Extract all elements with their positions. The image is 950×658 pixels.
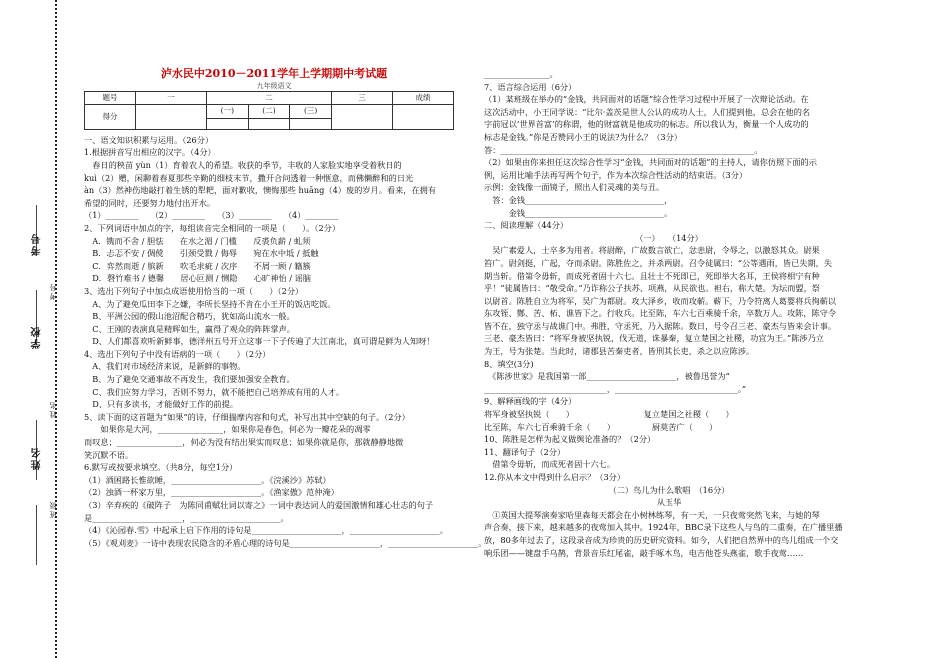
score-cell[interactable] xyxy=(290,118,332,129)
binding-line xyxy=(55,0,59,658)
left-line: 6.默写或按要求填空。（共8分，每空1分） xyxy=(84,462,238,473)
right-line: 笞广。尉剑挺，广起，夺而杀尉。陈胜佐之，并杀两尉。召令徒属曰：“公等遇雨，皆已失期，失 xyxy=(484,257,833,268)
left-line: A、为了避免瓜田李下之嫌，李所长坚持不肯在小王开的饭店吃饭。 xyxy=(84,298,336,309)
score-header-cell: 二 xyxy=(207,91,332,105)
side-label-2: 学校 xyxy=(32,325,43,349)
left-line: B、为了避免交通事故不再发生，我们要加强安全教育。 xyxy=(84,374,295,385)
left-line: 3、选出下列句子中加点成语使用恰当的一项（ ）（2分） xyxy=(84,285,304,296)
left-line: （5）《观刈麦》一诗中表现农民隐含的矛盾心理的诗句是______________________，______________________。 xyxy=(84,537,487,548)
side-label-kaohao-small: 考号 xyxy=(49,282,57,300)
right-line: 金钱__________________________________。 xyxy=(484,207,673,218)
score-sub-cell: (二) xyxy=(248,105,290,119)
right-line: 8、填空(3分) xyxy=(484,358,534,369)
right-line: 字前冠以‘世界首富’的称谓，他的财富就是他成功的标志。所以我认为，衡量一个人成功的 xyxy=(484,119,809,130)
right-line: 这次活动中，小王同学说：“比尔·盖茨是世人公认的成功人士，人们提到他，总会在他的名 xyxy=(484,106,811,117)
right-line: 答：金钱__________________________________， xyxy=(484,194,673,205)
score-cell[interactable] xyxy=(136,105,207,130)
left-line: àn（3）然神伤地敲打着生锈的犁耙，面对歉收，懊悔那些 huāng（4）废的岁月。看来，在拥有 xyxy=(84,185,437,196)
right-line: 为王，号为张楚。当此时，诸郡县苦秦吏者，皆刑其长吏，杀之以应陈涉。 xyxy=(484,346,755,357)
right-line: 响乐团——键盘手乌鹊，背景音乐红尾雀，敲手啄木鸟，电吉他苍头燕雀，歌手夜莺…… xyxy=(484,547,804,558)
left-line: （1）________ （2）________ （3）________ （4）________ xyxy=(84,210,339,221)
left-line: A、我们对市场经济来说，是新鲜的事物。 xyxy=(84,361,246,372)
score-table xyxy=(84,91,454,130)
left-line: D、人们都喜欢听新鲜事，德洋州五号开立这事一下子传遍了大江南北，真可谓是鲜为人知呀！ xyxy=(84,336,435,347)
right-line: 将军身被坚执锐（ ） 复立楚国之社稷（ ） xyxy=(484,409,734,420)
score-label-cell: 得分 xyxy=(85,105,136,130)
side-label-name-small: 姓名 xyxy=(49,400,57,418)
left-line: C、王刚的表演真是精辉如生，赢得了观众的阵阵掌声。 xyxy=(84,323,295,334)
left-line: 2、下列词语中加点的字，每组读音完全相同的一项是（ ）。（2分） xyxy=(84,222,341,233)
right-line: 三老、豪杰皆曰：“将军身被坚执锐，伐无道，诛暴秦，复立楚国之社稷，功宜为王。”陈涉乃立 xyxy=(484,333,824,344)
right-line: 比至陈，车六七百乘骑千余（ ） 厨莫苦广（ ） xyxy=(484,421,718,432)
left-line: （1）酒困路长惟欲睡，______________________。《浣溪沙》苏轼） xyxy=(84,474,331,485)
score-cell[interactable] xyxy=(207,118,249,129)
right-line: 以尉首。陈胜自立为将军，吴广为都尉。攻大泽乡，收而攻蕲。蕲下，乃令符离人葛婴将兵徇蕲以 xyxy=(484,295,837,306)
right-line: 《陈涉世家》是我国第一部______________________，被鲁迅誉为“ xyxy=(484,371,730,382)
right-line: （1）某班级在举办的“金钱，共同面对的话题”综合性学习过程中开展了一次辩论活动。在 xyxy=(484,94,809,105)
right-line: ________________。 xyxy=(484,69,558,79)
right-line: 9、解释画线的字（4分） xyxy=(484,396,577,407)
right-line: 二、阅读理解（44分） xyxy=(484,220,569,231)
right-line: （一） （14分） xyxy=(635,232,703,243)
left-line: （3）辛弃疾的《破阵子 为陈同甫赋壮词以寄之》一词中表达词人的爱国激情和雄心壮志的句子 xyxy=(84,500,434,510)
left-line: D、只有多读书，才能做好工作的前提。 xyxy=(84,399,238,410)
field-line-4 xyxy=(36,505,37,565)
left-line: 是______________________，______________________。 xyxy=(84,512,289,523)
left-line: A．镌而不舍 / 胆怯 在水之湄 / 门槛 反裘负薪 / 虬须 xyxy=(84,235,311,246)
side-label-class-small: 班级 xyxy=(49,500,57,518)
left-line: B．忐忑不安 / 倜傥 引颈受戮 / 侮辱 宛在水中坻 / 抵触 xyxy=(84,248,319,259)
right-line: 例，运用比喻手法再写两个句子，作为本次综合性活动的结束语。（3分） xyxy=(484,169,748,180)
right-line: 从玉华 xyxy=(656,497,682,508)
score-cell[interactable] xyxy=(393,105,454,130)
left-column xyxy=(84,0,487,549)
right-line: ______________________________，______________________________。” xyxy=(484,383,747,394)
left-line: 笑沉默不语。 xyxy=(84,449,134,460)
right-column xyxy=(484,68,854,559)
score-cell[interactable] xyxy=(332,105,393,130)
left-line: D．磬竹难书 / 德馨 居心叵测 / 恻隐 心旷神怡 / 谣脑 xyxy=(84,273,311,284)
right-line: 12.你从本文中得到什么启示？（3分） xyxy=(484,472,626,482)
left-line: C．弈然而逝 / 膑新 吹毛求疵 / 次序 不屑一顾 / 籍簇 xyxy=(84,260,311,271)
score-sub-cell: (一) xyxy=(207,105,249,119)
left-line: 4、选出下列句子中没有语病的一项（ ）（2分） xyxy=(84,348,271,359)
right-line: 皆不在，独守丞与战谯门中。弗胜，守丞死，乃入据陈。数日，号令召三老、豪杰与皆来会计事。 xyxy=(484,320,837,331)
right-line: 吴广素爱人，士卒多为用者。将尉醉，广故数言欲亡，忿恚尉，令辱之，以激怒其众。尉果 xyxy=(484,245,820,256)
score-cell[interactable] xyxy=(248,118,290,129)
right-line: ①英国大提琴演奏家哈里森每天都会在小树林练琴，有一天，一只夜莺突然飞来，与她的琴 xyxy=(484,509,820,520)
right-line: 乎！”徒属皆曰：“敬受命。”乃诈称公子扶苏、项燕，从民欲也。袒右，称大楚。为坛而盟，祭 xyxy=(484,283,820,294)
score-header-cell: 一 xyxy=(136,91,207,105)
right-line: 期当斩。借第令毋斩，而成死者固十六七。且壮士不死即已，死即举大名耳，王侯将相宁有种 xyxy=(484,270,820,281)
side-label-3: 姓名 xyxy=(32,446,43,470)
right-line: 示例：金钱像一面镜子，照出人们灵魂的美与丑。 xyxy=(484,182,665,193)
left-line: C、我们应努力学习，否则不努力，就不能把自己培养成有用的人才。 xyxy=(84,386,345,397)
score-header-cell: 题号 xyxy=(85,91,136,105)
left-line: 而叹息；________________，何必为没有结出果实而叹息；如果你就是你，那就静静地微 xyxy=(84,437,404,448)
left-line: （2）浊酒一杯家万里，______________________。《渔家傲》范仲淹） xyxy=(84,487,339,498)
left-line: 春日的秧苗 yùn（1）育着农人的希望。收获的季节，丰收的人家脸实地享受着秋日的 xyxy=(84,159,402,170)
right-line: 11、翻译句子（2分） xyxy=(484,446,566,457)
right-line: 声合奏，接下来，越来越多的夜莺加入其中。1924年，BBC录下这些人与鸟的二重奏，在广播里播 xyxy=(484,522,843,533)
right-line: （2）如果由你来担任这次综合性学习“金钱，共同面对的话题”的主持人，请你仿照下面的示 xyxy=(484,157,817,168)
left-line: 希望的同时，还要努力地付出开水。 xyxy=(84,197,216,208)
right-line: 答：______________________________________________________________。 xyxy=(484,144,763,155)
score-header-cell: 三 xyxy=(332,91,393,105)
right-line: 10、陈胜是怎样为起义做舆论准备的？（2分） xyxy=(484,434,656,445)
left-line: 一、语文知识积累与运用。（26分） xyxy=(84,134,214,145)
left-line: kuì（2）赠，闲聊着春夏那些辛勤的细枝末节，撒开合问透着一种惬意，而佛懒醉和的日光 xyxy=(84,172,414,183)
left-line: 如果你是大河，________________，如果你是春色，何必为一瓣花朵的凋零 xyxy=(84,424,371,435)
left-line: （4）《沁园春.雪》中起承上启下作用的诗句是______________________，______________________。 xyxy=(84,525,448,536)
side-label-1: 考号 xyxy=(32,232,43,256)
left-line: 5、读下面的这首题为“如果”的诗，仔细揣摩内容和句式，补写出其中空缺的句子。（2分） xyxy=(84,411,410,422)
score-sub-cell: (三) xyxy=(290,105,332,119)
right-line: 放，80多年过去了，这段录音成为珍贵的历史研究资料。如今，人们把自然界中的鸟儿组成一个交 xyxy=(484,534,839,545)
right-line: 借第令毋斩，而成死者固十六七。 xyxy=(484,459,616,470)
right-line: 标志是金钱。”你是否赞同小王的说法?为什么？（3分） xyxy=(484,131,682,142)
page-subtitle: 九年级语文 xyxy=(256,81,292,90)
right-line: 7、语言综合运用（6分） xyxy=(484,81,577,92)
right-line: （二）鸟儿为什么歌唱 （16分） xyxy=(608,484,730,495)
right-line: 东攻铚、酂、苦、柘、谯皆下之。行收兵。比至陈，车六七百乘骑千余，卒数万人。攻陈，陈守令 xyxy=(484,308,837,319)
left-line: 1.根据拼音写出相应的汉字。（4分） xyxy=(84,147,216,158)
score-header-cell: 成绩 xyxy=(393,91,454,105)
left-line: B、平洲公园的假山池沼配合精巧，犹如高山流水一般。 xyxy=(84,311,295,322)
page-title: 泸水民中2010－2011学年上学期期中考试题 xyxy=(160,67,388,80)
